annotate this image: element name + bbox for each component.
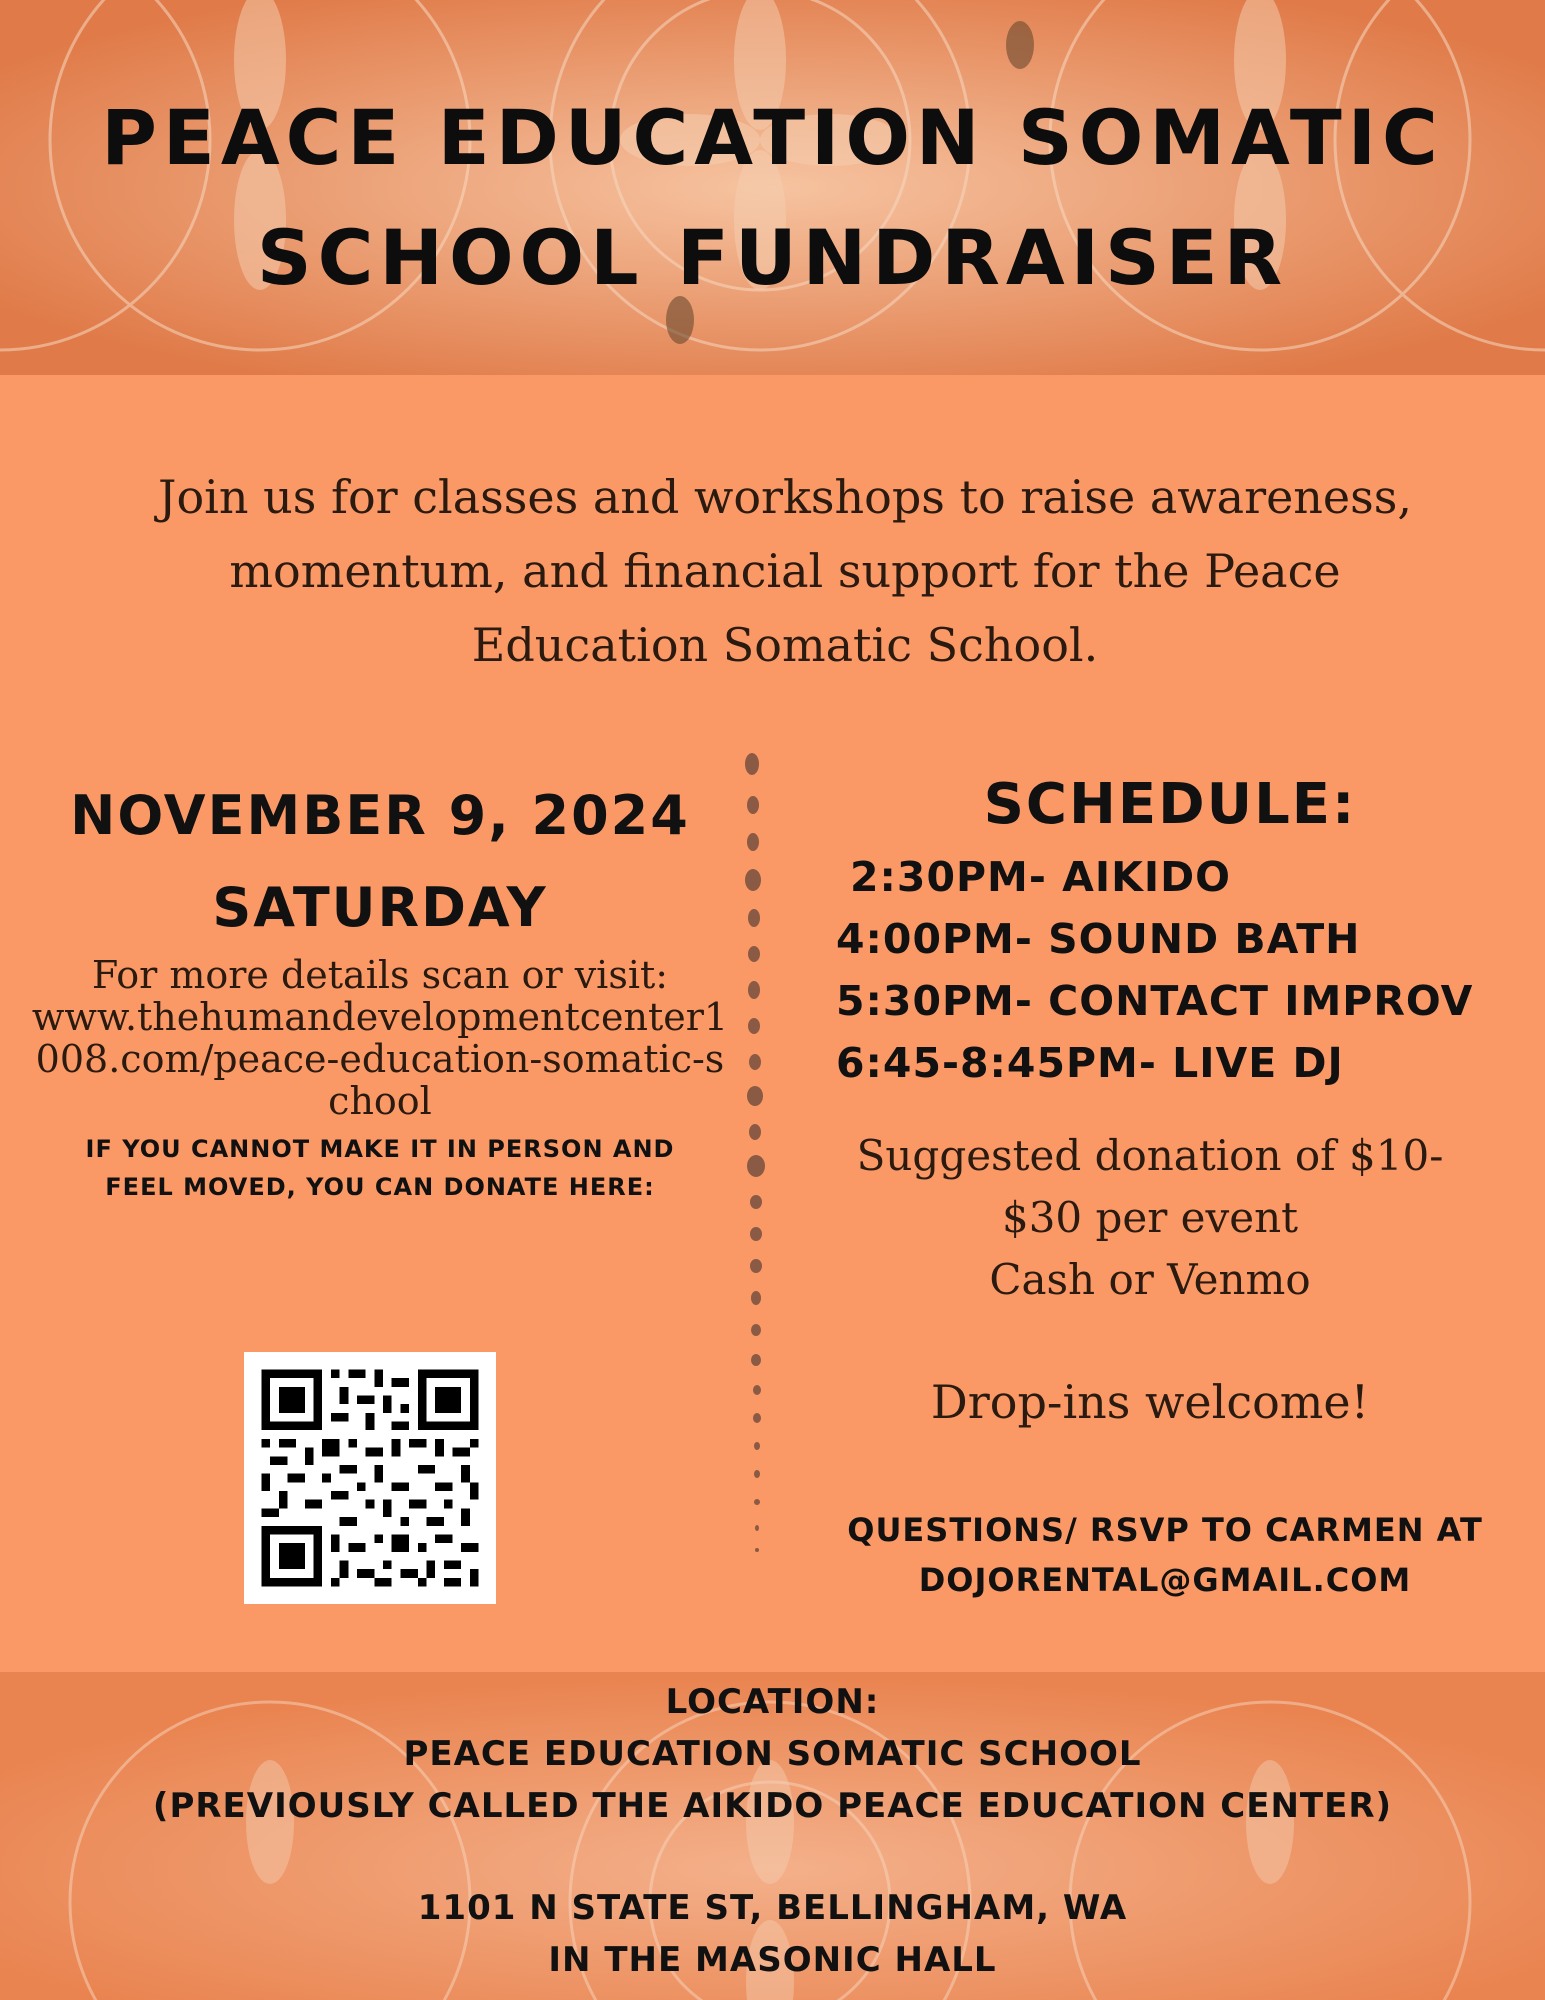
location-block xyxy=(0,1672,1545,1986)
intro-text xyxy=(100,460,1470,682)
location-venue: IN THE MASONIC HALL xyxy=(548,1940,997,1980)
rsvp-line: QUESTIONS/ RSVP TO CARMEN AT xyxy=(847,1511,1483,1549)
location-heading: LOCATION: xyxy=(665,1682,880,1722)
schedule-item: 2:30PM- AIKIDO xyxy=(850,853,1232,901)
intro-line-2: momentum, and financial support for the Peace xyxy=(229,544,1341,598)
qr-code-icon xyxy=(244,1352,496,1604)
donate-line-1: IF YOU CANNOT MAKE IT IN PERSON AND xyxy=(85,1135,675,1163)
donation-line-1: Suggested donation of $10- xyxy=(856,1131,1444,1180)
location-address: 1101 N STATE ST, BELLINGHAM, WA xyxy=(417,1888,1128,1928)
rsvp-email-link[interactable]: DOJORENTAL@GMAIL.COM xyxy=(918,1561,1412,1599)
page-title xyxy=(0,78,1545,318)
spacer xyxy=(0,1832,1545,1882)
donate-line-2: FEEL MOVED, YOU CAN DONATE HERE: xyxy=(105,1173,655,1201)
location-previous-name: (PREVIOUSLY CALLED THE AIKIDO PEACE EDUCATION CENTER) xyxy=(152,1786,1393,1826)
donate-note xyxy=(20,1130,740,1206)
location-name: PEACE EDUCATION SOMATIC SCHOOL xyxy=(403,1734,1142,1774)
donation-line-2: $30 per event xyxy=(1001,1193,1299,1242)
details-link[interactable]: www.thehumandevelopmentcenter1008.com/peace-education-somatic-school xyxy=(31,995,729,1123)
schedule-item: 5:30PM- CONTACT IMPROV xyxy=(836,977,1474,1025)
schedule-item: 4:00PM- SOUND BATH xyxy=(836,915,1361,963)
event-date: NOVEMBER 9, 2024 xyxy=(70,784,690,847)
intro-line-3: Education Somatic School. xyxy=(471,618,1099,672)
donate-qr-code[interactable] xyxy=(244,1352,496,1604)
dotted-divider xyxy=(740,750,770,1560)
title-line-2: SCHOOL FUNDRAISER xyxy=(256,213,1289,302)
rsvp-contact xyxy=(820,1505,1510,1605)
intro-line-1: Join us for classes and workshops to raise awareness, xyxy=(158,470,1412,524)
event-day: SATURDAY xyxy=(212,876,548,939)
schedule-item: 6:45-8:45PM- LIVE DJ xyxy=(836,1039,1344,1087)
dropins-note: Drop-ins welcome! xyxy=(930,1375,1370,1429)
schedule-heading: SCHEDULE: xyxy=(983,772,1357,837)
schedule-section xyxy=(820,770,1520,1094)
title-line-1: PEACE EDUCATION SOMATIC xyxy=(101,93,1444,182)
event-info xyxy=(20,770,740,1206)
donation-line-3: Cash or Venmo xyxy=(989,1255,1311,1304)
schedule-list xyxy=(820,846,1520,1094)
donation-info xyxy=(820,1125,1480,1311)
details-lead: For more details scan or visit: xyxy=(91,953,669,997)
